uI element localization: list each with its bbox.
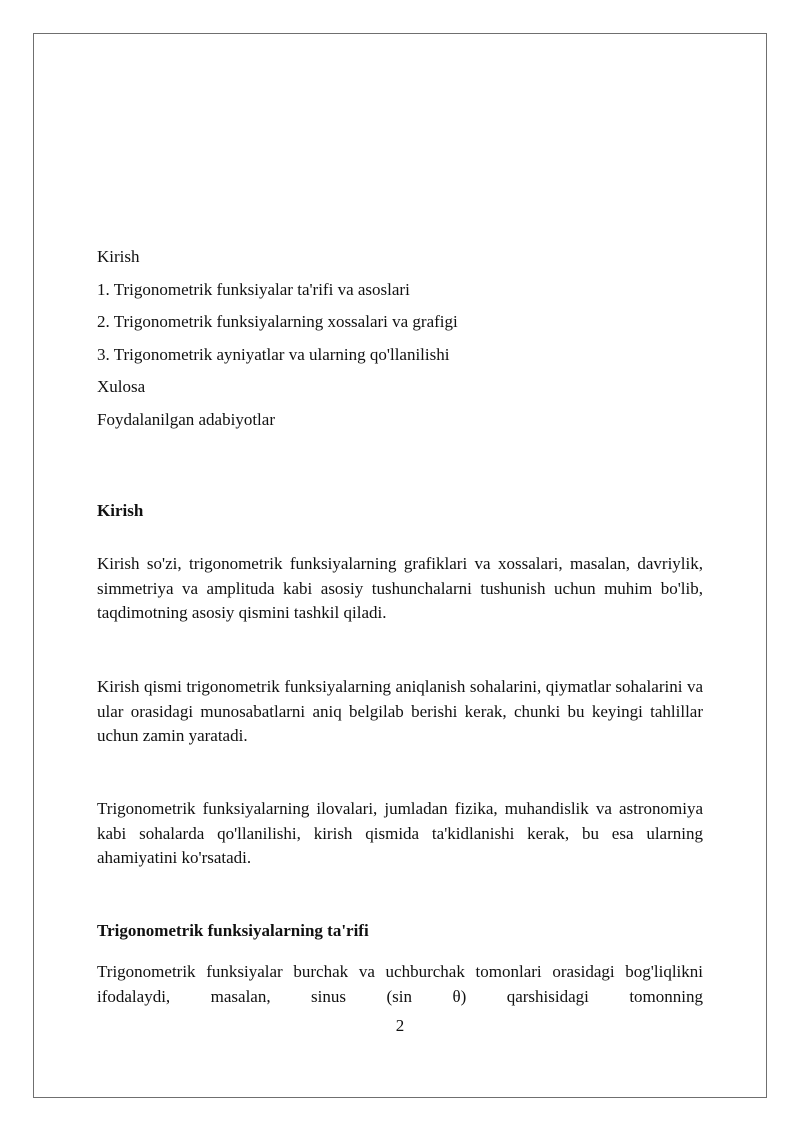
- section-heading-definition: Trigonometrik funksiyalarning ta'rifi: [97, 921, 369, 940]
- paragraph-3: Trigonometrik funksiyalarning ilovalari, jumladan fizika, muhandislik va astronomiya kabi sohalarda qo'llanilishi, kirish qismida ta'kidlanishi kerak, bu esa ularning ahamiyatini ko'rsatadi.: [97, 799, 703, 867]
- toc-item-conclusion: Xulosa: [97, 377, 146, 396]
- paragraph-4: Trigonometrik funksiyalar burchak va uchburchak tomonlari orasidagi bog'liqlikni ifodalaydi, masalan, sinus (sin θ) qarshisidagi tomonning: [97, 962, 703, 1006]
- table-of-contents: [97, 241, 707, 436]
- paragraph-2: Kirish qismi trigonometrik funksiyalarning aniqlanish sohalarini, qiymatlar sohalarini va ular orasidagi munosabatlarni aniq belgilab berishi kerak, chunki bu keyingi tahlillar uchun zamin yaratadi.: [97, 677, 703, 745]
- toc-item-intro: Kirish: [97, 247, 140, 266]
- paragraph-1: Kirish so'zi, trigonometrik funksiyalarning grafiklari va xossalari, masalan, davriylik, simmetriya va amplituda kabi asosiy tushunchalarni tushunish uchun muhim bo'lib, taqdimotning asosiy qismini tashkil qiladi.: [97, 554, 703, 622]
- page-number: 2: [395, 1016, 405, 1035]
- toc-item-3: 3. Trigonometrik ayniyatlar va ularning qo'llanilishi: [97, 344, 450, 364]
- toc-item-1: 1. Trigonometrik funksiyalar ta'rifi va asoslari: [97, 279, 410, 299]
- toc-item-references: Foydalanilgan adabiyotlar: [97, 409, 275, 429]
- toc-item-2: 2. Trigonometrik funksiyalarning xossalari va grafigi: [97, 312, 458, 331]
- section-heading-kirish: Kirish: [97, 501, 144, 520]
